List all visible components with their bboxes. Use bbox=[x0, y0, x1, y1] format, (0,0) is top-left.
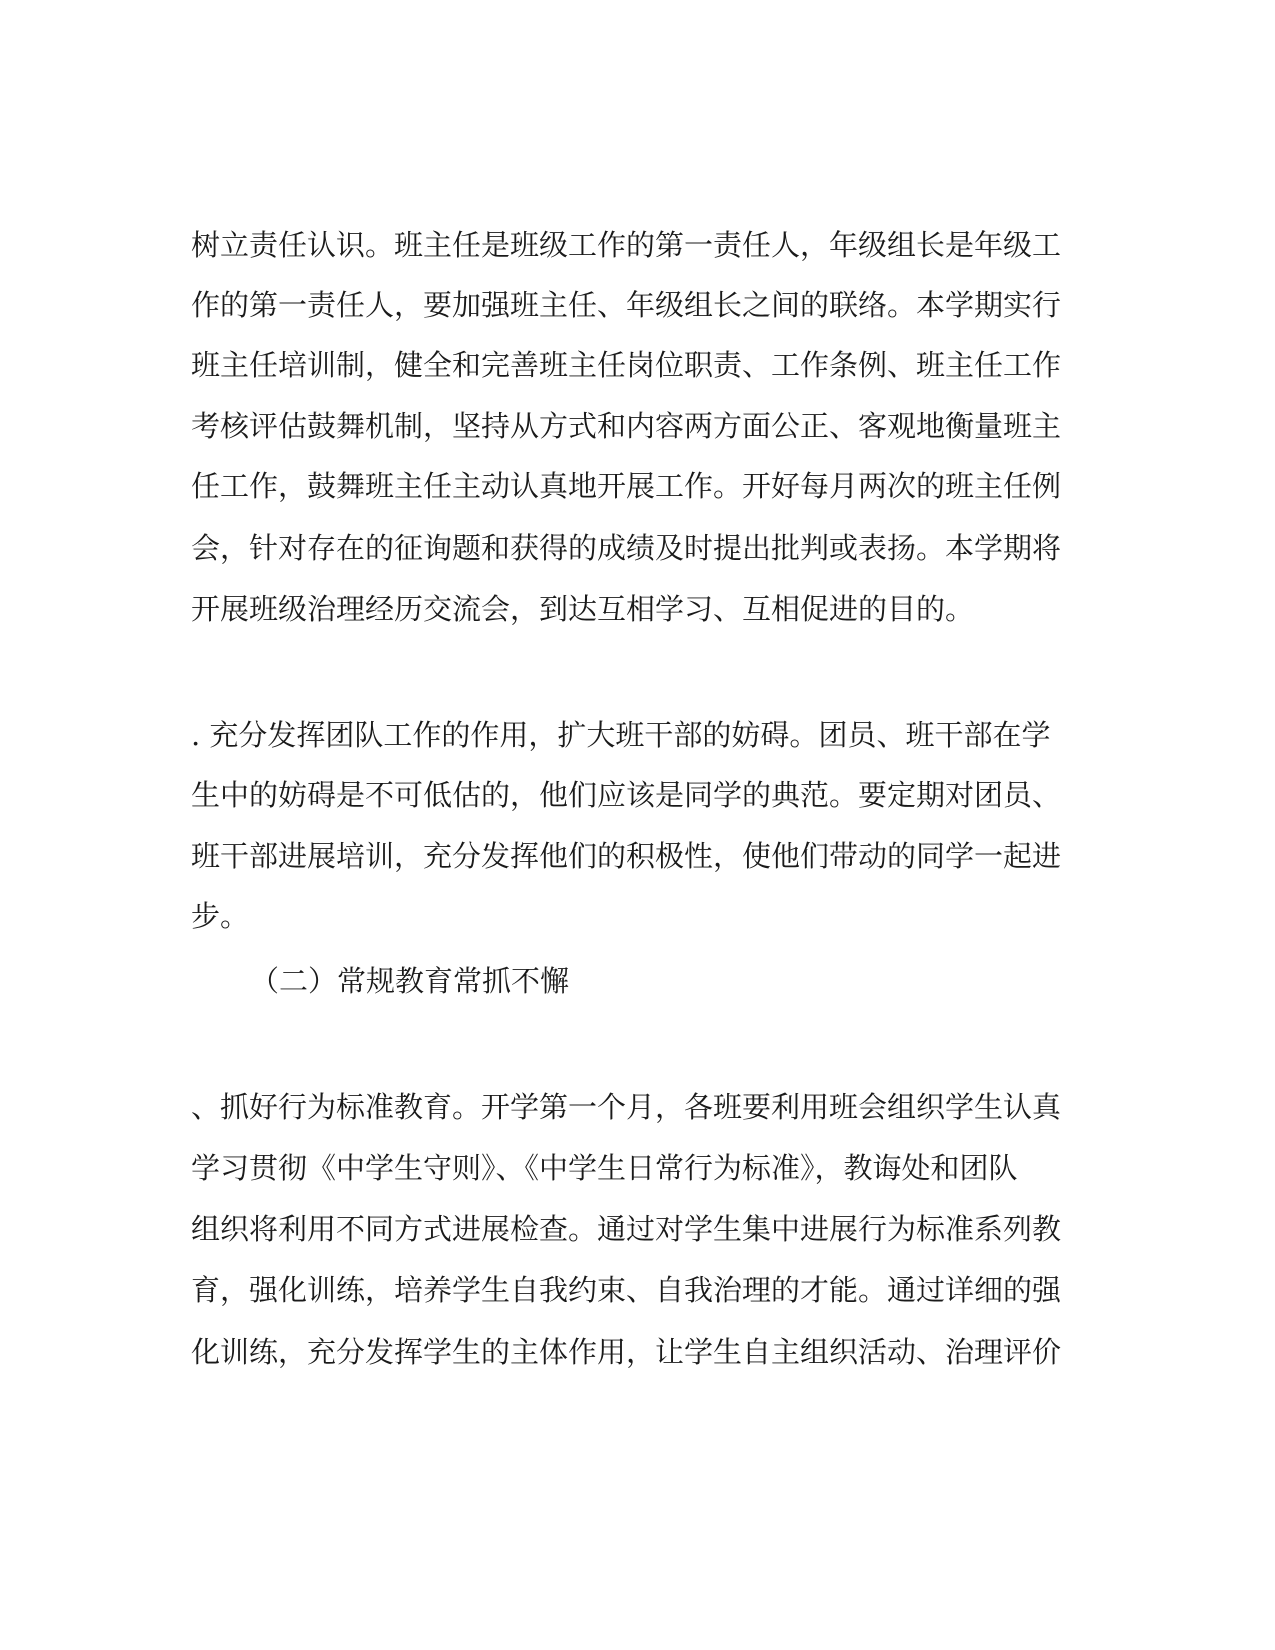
text-line: 育，强化训练，培养学生自我约束、自我治理的才能。通过详细的强 bbox=[191, 1273, 1062, 1307]
text-line: 步。 bbox=[191, 899, 250, 933]
text-line: 、抓好行为标准教育。开学第一个月，各班要利用班会组织学生认真 bbox=[191, 1090, 1062, 1124]
text-line: 开展班级治理经历交流会，到达互相学习、互相促进的目的。 bbox=[191, 592, 975, 626]
text-line: 班干部进展培训，充分发挥他们的积极性，使他们带动的同学一起进 bbox=[191, 839, 1062, 873]
text-line: 会，针对存在的征询题和获得的成绩及时提出批判或表扬。本学期将 bbox=[191, 531, 1062, 565]
text-line: 生中的妨碍是不可低估的，他们应该是同学的典范。要定期对团员、 bbox=[191, 778, 1062, 812]
section-heading: （二）常规教育常抓不懈 bbox=[250, 964, 570, 998]
text-line: 考核评估鼓舞机制，坚持从方式和内容两方面公正、客观地衡量班主 bbox=[191, 409, 1062, 443]
text-line: 学习贯彻《中学生守则》、《中学生日常行为标准》，教诲处和团队 bbox=[191, 1151, 1018, 1185]
text-line: 树立责任认识。班主任是班级工作的第一责任人，年级组长是年级工 bbox=[191, 228, 1062, 262]
text-line: 班主任培训制，健全和完善班主任岗位职责、工作条例、班主任工作 bbox=[191, 348, 1062, 382]
text-line: 任工作，鼓舞班主任主动认真地开展工作。开好每月两次的班主任例 bbox=[191, 469, 1062, 503]
text-line: 化训练，充分发挥学生的主体作用，让学生自主组织活动、治理评价 bbox=[191, 1335, 1062, 1369]
text-line: 组织将利用不同方式进展检查。通过对学生集中进展行为标准系列教 bbox=[191, 1212, 1062, 1246]
text-line: 作的第一责任人，要加强班主任、年级组长之间的联络。本学期实行 bbox=[191, 288, 1062, 322]
text-line: . 充分发挥团队工作的作用，扩大班干部的妨碍。团员、班干部在学 bbox=[191, 718, 1051, 752]
